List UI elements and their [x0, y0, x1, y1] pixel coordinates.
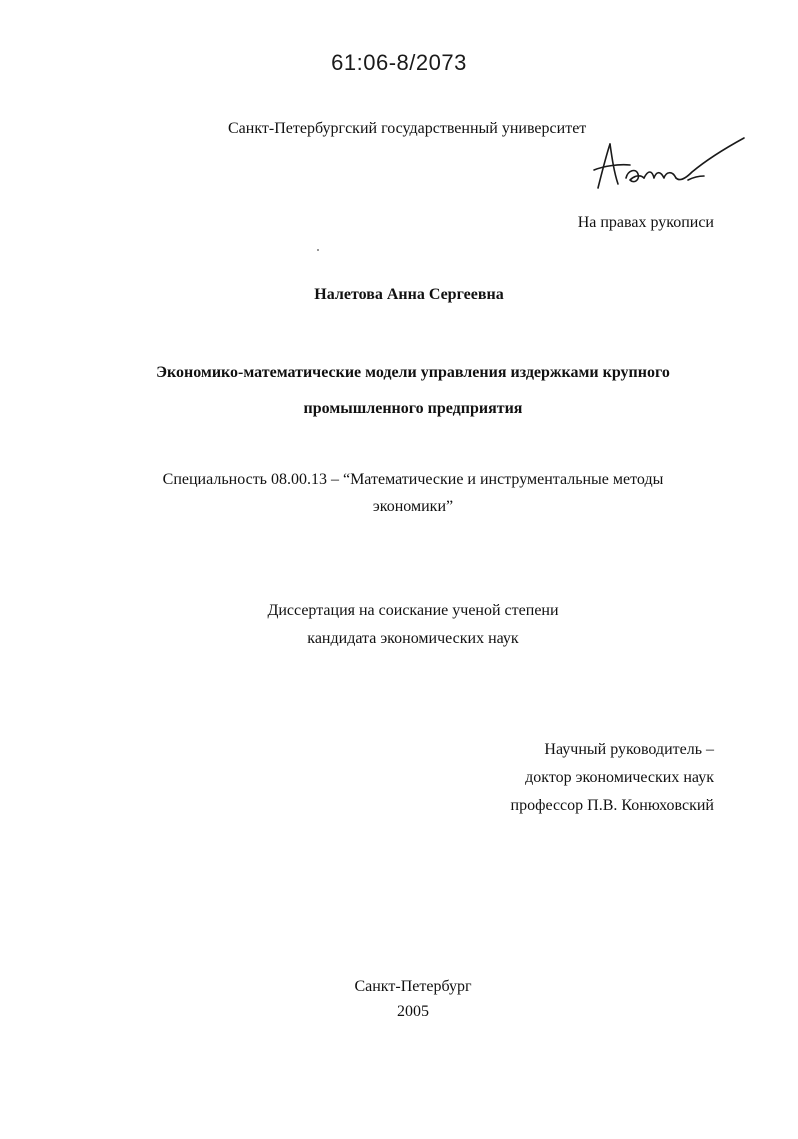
dissertation-title-line-2: промышленного предприятия: [303, 400, 523, 417]
scan-speck: [317, 249, 319, 251]
author-name: Налетова Анна Сергеевна: [314, 286, 504, 303]
rights-notice: На правах рукописи: [577, 214, 714, 231]
handwritten-signature: [588, 132, 748, 194]
supervisor-degree: доктор экономических наук: [525, 769, 714, 786]
year: 2005: [397, 1003, 429, 1020]
specialty-line-1: Специальность 08.00.13 – “Математические и инструментальные методы: [162, 471, 664, 488]
supervisor-name: профессор П.В. Конюховский: [510, 797, 714, 814]
dissertation-title-line-1: Экономико-математические модели управления издержками крупного: [156, 364, 670, 381]
supervisor-label: Научный руководитель –: [544, 741, 714, 758]
city: Санкт-Петербург: [354, 978, 472, 995]
degree-line-2: кандидата экономических наук: [307, 630, 519, 647]
specialty-line-2: экономики”: [372, 498, 454, 515]
catalog-number: 61:06-8/2073: [331, 50, 467, 75]
university-name: Санкт-Петербургский государственный университет: [228, 120, 587, 137]
degree-line-1: Диссертация на соискание ученой степени: [267, 602, 559, 619]
